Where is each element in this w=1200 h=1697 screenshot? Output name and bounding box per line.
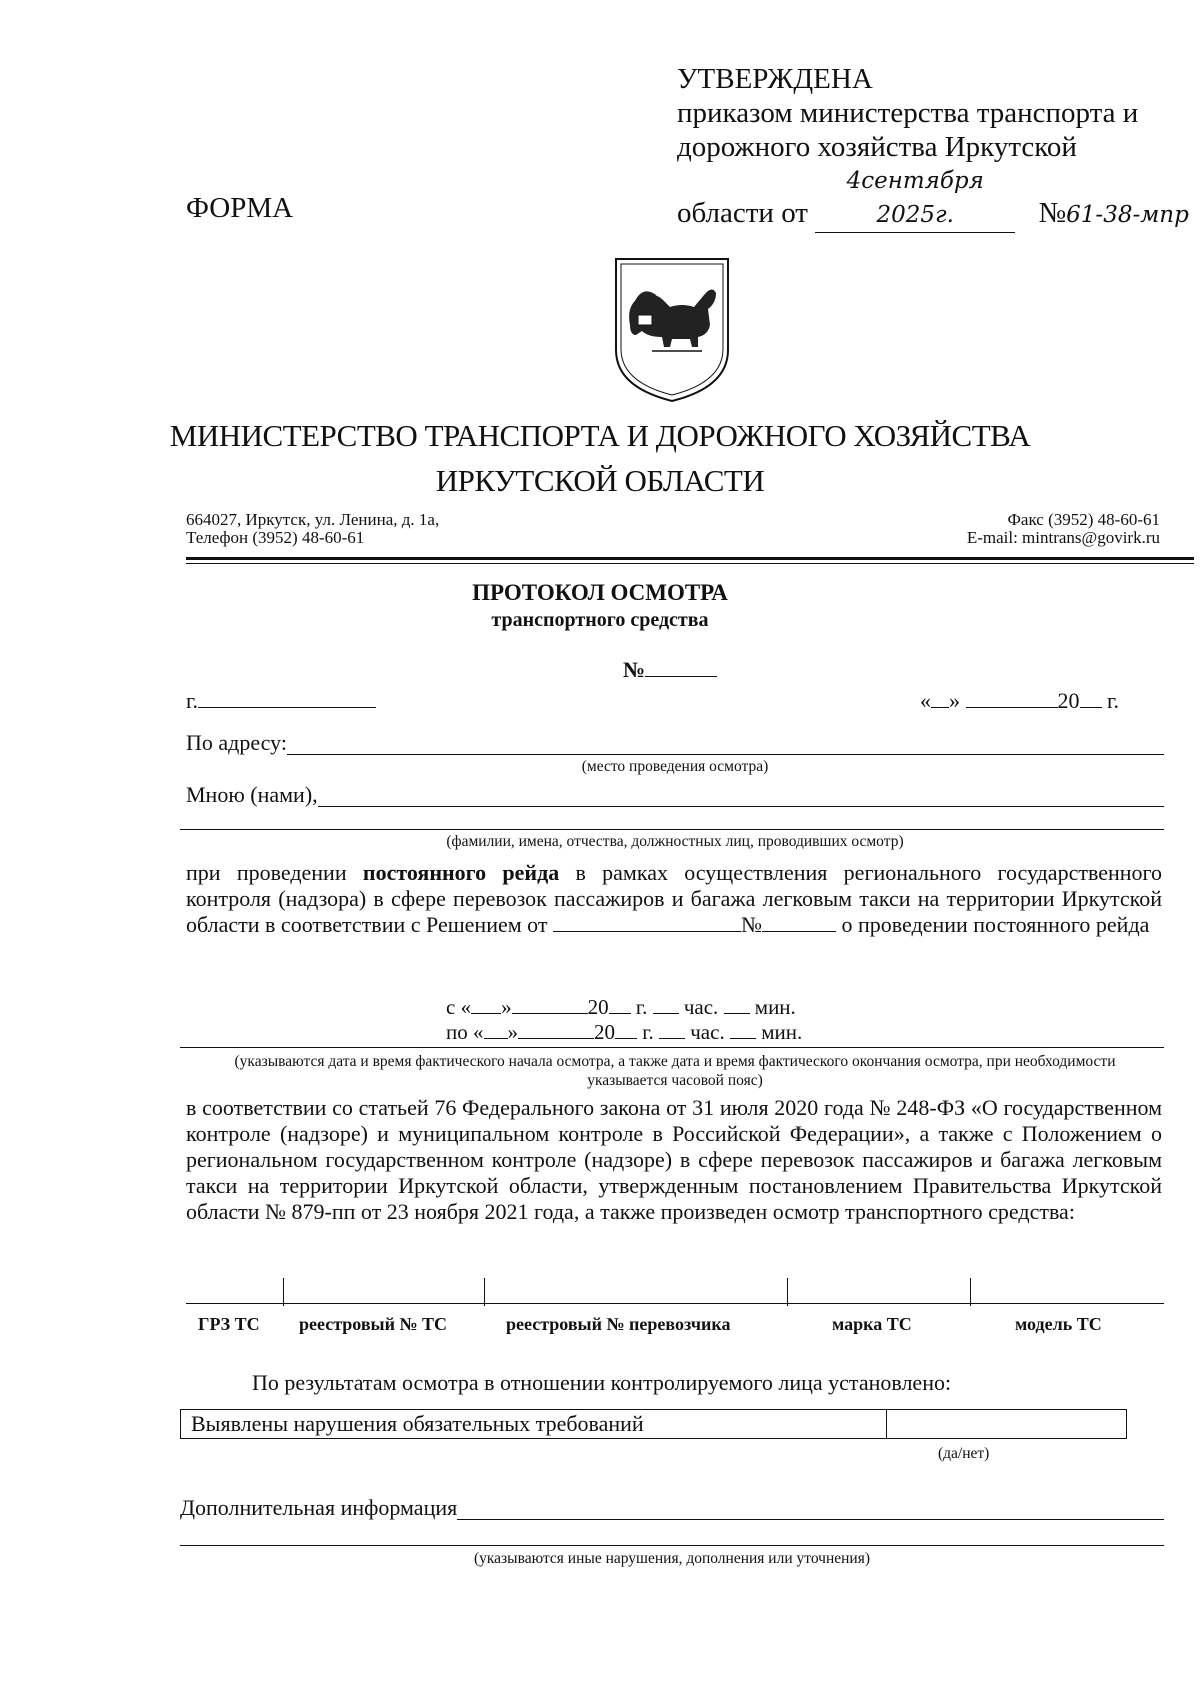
ministry-phone: Телефон (3952) 48-60-61 xyxy=(186,528,365,547)
date-close-quote: » xyxy=(949,688,960,713)
additional-field[interactable] xyxy=(457,1495,1164,1520)
decision-number-sign: № xyxy=(740,912,762,937)
vehicle-plate-field[interactable] xyxy=(186,1278,282,1302)
date-year-prefix: 20 xyxy=(1057,688,1080,713)
raid-text-3: о проведении постоянного рейда xyxy=(841,912,1150,937)
date-day-field[interactable] xyxy=(931,707,949,708)
approval-number-sign: № xyxy=(1038,197,1067,229)
vehicle-table-divider xyxy=(787,1278,788,1306)
vehicle-model-field[interactable] xyxy=(972,1278,1162,1302)
vehicle-table-divider xyxy=(484,1278,485,1306)
ministry-name-line-1: МИНИСТЕРСТВО ТРАНСПОРТА И ДОРОЖНОГО ХОЗЯЙСТВА xyxy=(169,418,1031,453)
vehicle-table-header-brand: марка ТС xyxy=(832,1314,912,1334)
header-divider-thick xyxy=(186,557,1194,560)
start-minute-field[interactable] xyxy=(724,1013,750,1014)
city-label: г. xyxy=(186,688,199,713)
raid-paragraph xyxy=(186,860,1162,938)
protocol-number xyxy=(623,657,717,683)
vehicle-table-header-model: модель ТС xyxy=(1015,1314,1102,1334)
inspectors-row xyxy=(186,782,1164,808)
protocol-number-field[interactable] xyxy=(645,676,717,677)
date-row xyxy=(920,688,1119,714)
vehicle-registry-field[interactable] xyxy=(285,1278,483,1302)
vehicle-brand-field[interactable] xyxy=(789,1278,969,1302)
form-label: ФОРМА xyxy=(186,192,294,224)
period-divider xyxy=(180,1047,1164,1048)
period-start-label: с « xyxy=(446,995,472,1019)
approval-date-handwritten: 4сентября 2025г. xyxy=(815,164,1015,233)
protocol-subtitle: транспортного средства xyxy=(491,609,709,631)
date-year-suffix: г. xyxy=(1107,688,1120,713)
period-start-year: 20 xyxy=(587,995,609,1019)
end-year-field[interactable] xyxy=(615,1038,637,1039)
period-start-row xyxy=(446,995,796,1020)
period-start-hours-label: час. xyxy=(683,995,719,1019)
period-start-year-suffix: г. xyxy=(635,995,648,1019)
decision-number-field[interactable] xyxy=(762,931,836,932)
inspectors-label: Мною (нами), xyxy=(186,782,318,807)
start-year-field[interactable] xyxy=(609,1013,631,1014)
date-month-field[interactable] xyxy=(966,707,1058,708)
start-day-field[interactable] xyxy=(471,1013,501,1014)
additional-row xyxy=(180,1495,1164,1521)
vehicle-table-baseline xyxy=(186,1303,1164,1304)
raid-text-bold: постоянного рейда xyxy=(362,860,560,885)
approval-title: УТВЕРЖДЕНА xyxy=(677,63,873,95)
approval-line-4 xyxy=(677,164,1189,233)
violations-answer-caption: (да/нет) xyxy=(938,1445,990,1462)
vehicle-table-header-plate: ГРЗ ТС xyxy=(198,1314,260,1334)
ministry-name-line-2: ИРКУТСКОЙ ОБЛАСТИ xyxy=(435,463,765,498)
vehicle-table-divider xyxy=(283,1278,284,1306)
end-minute-field[interactable] xyxy=(730,1038,756,1039)
approval-line-3: дорожного хозяйства Иркутской xyxy=(677,131,1077,163)
decision-date-field[interactable] xyxy=(553,931,741,932)
approval-block xyxy=(677,62,1189,233)
period-end-minutes-label: мин. xyxy=(761,1020,803,1044)
period-end-close-quote: » xyxy=(507,1020,518,1044)
city-field[interactable] xyxy=(198,707,376,708)
ministry-address-block xyxy=(186,511,439,547)
end-hour-field[interactable] xyxy=(659,1038,685,1039)
period-start-minutes-label: мин. xyxy=(754,995,796,1019)
inspectors-caption: (фамилии, имена, отчества, должностных лиц, проводивших осмотр) xyxy=(446,833,904,850)
carrier-registry-field[interactable] xyxy=(486,1278,786,1302)
period-end-row xyxy=(446,1020,802,1045)
law-paragraph: в соответствии со статьей 76 Федерального закона от 31 июля 2020 года № 248-ФЗ «О государственном контроле (надзоре) и муниципальном контроле в Российской Федерации», а также с Положением о региональном государственном контроле (надзоре) в сфере перевозок пассажиров и багажа легковым такси на территории Иркутской области, утвержденным постановлением Правительства Иркутской области № 879-пп от 23 ноября 2021 года, а также произведен осмотр транспортного средства: xyxy=(186,1095,1162,1224)
date-year-field[interactable] xyxy=(1080,707,1102,708)
irkutsk-coat-of-arms-icon xyxy=(612,255,732,405)
raid-text-2: в рамках осуществления регионального государственного контроля (надзора) в сфере перевозок пассажиров и багажа легковым такси на территории Иркутской области в соответствии с Решением от xyxy=(186,860,1162,937)
ministry-contacts-block xyxy=(967,511,1160,547)
start-hour-field[interactable] xyxy=(653,1013,679,1014)
protocol-title: ПРОТОКОЛ ОСМОТРА xyxy=(472,580,728,605)
address-field[interactable] xyxy=(287,730,1164,755)
address-label: По адресу: xyxy=(186,730,287,755)
approval-number-handwritten: 61-38-мпр xyxy=(1066,202,1189,228)
period-end-year-suffix: г. xyxy=(642,1020,654,1044)
vehicle-table-header-registry: реестровый № ТС xyxy=(299,1314,448,1334)
violations-label: Выявлены нарушения обязательных требований xyxy=(191,1411,644,1436)
inspectors-field[interactable] xyxy=(318,782,1164,807)
ministry-email: E-mail: mintrans@govirk.ru xyxy=(966,528,1160,547)
approval-line-2: приказом министерства транспорта и xyxy=(677,97,1139,129)
violations-answer-field[interactable] xyxy=(889,1410,1126,1438)
vehicle-table-divider xyxy=(970,1278,971,1306)
violations-table xyxy=(180,1409,1127,1439)
period-start-close-quote: » xyxy=(501,995,512,1019)
date-open-quote: « xyxy=(920,688,931,713)
additional-label: Дополнительная информация xyxy=(180,1495,458,1520)
results-heading: По результатам осмотра в отношении контролируемого лица установлено: xyxy=(252,1370,952,1395)
start-month-field[interactable] xyxy=(512,1013,588,1014)
additional-caption: (указываются иные нарушения, дополнения или уточнения) xyxy=(473,1550,871,1567)
end-month-field[interactable] xyxy=(518,1038,594,1039)
header-divider-thin xyxy=(186,563,1194,564)
inspectors-field-line-2[interactable] xyxy=(180,829,1164,830)
vehicle-table-header-carrier: реестровый № перевозчика xyxy=(506,1314,731,1334)
approval-date-prefix: области от xyxy=(677,197,808,229)
period-caption: (указываются дата и время фактического начала осмотра, а также дата и время фактического окончания осмотра, при необходимости указывается часовой пояс) xyxy=(234,1053,1116,1089)
address-row xyxy=(186,730,1164,756)
ministry-fax: Факс (3952) 48-60-61 xyxy=(1007,510,1160,529)
period-end-hours-label: час. xyxy=(690,1020,725,1044)
raid-text-1: при проведении xyxy=(186,860,363,885)
end-day-field[interactable] xyxy=(484,1038,508,1039)
address-caption: (место проведения осмотра) xyxy=(581,758,769,775)
period-end-year: 20 xyxy=(594,1020,615,1044)
violations-separator xyxy=(886,1410,887,1438)
protocol-number-sign: № xyxy=(623,657,646,682)
ministry-address: 664027, Иркутск, ул. Ленина, д. 1а, xyxy=(186,510,440,529)
period-end-label: по « xyxy=(446,1020,484,1044)
city-row xyxy=(186,688,376,714)
additional-field-line-2[interactable] xyxy=(180,1545,1164,1546)
